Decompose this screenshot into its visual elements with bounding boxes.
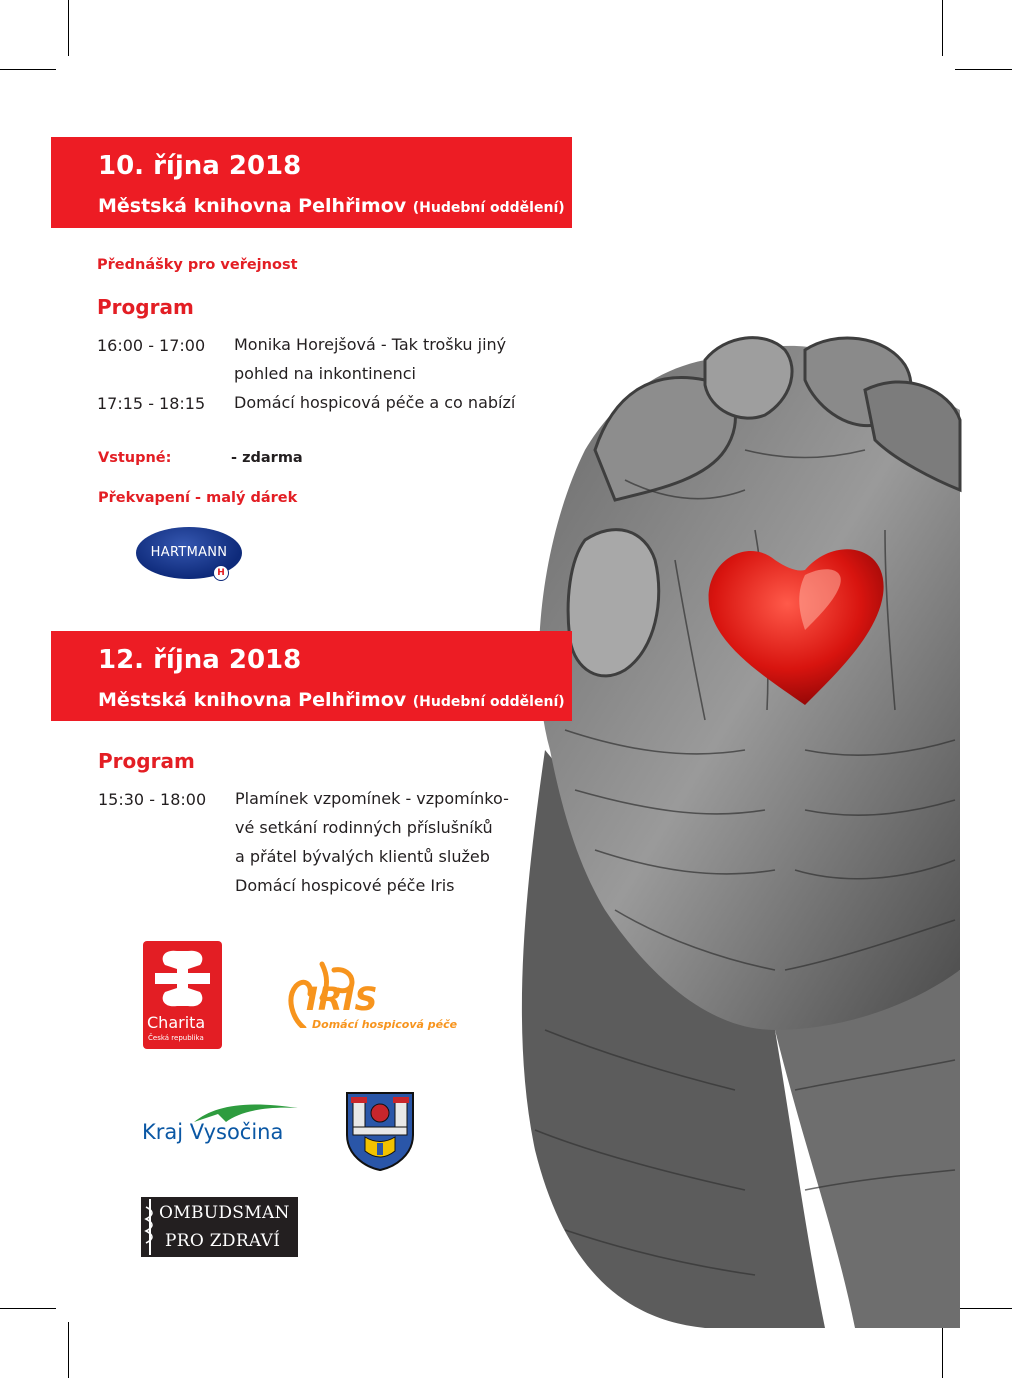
entry-label: Vstupné:	[98, 450, 172, 466]
crop-mark	[942, 1322, 943, 1378]
event1-item1-line: Monika Horejšová - Tak trošku jiný	[234, 335, 507, 354]
rod-of-asclepius-icon	[144, 1199, 156, 1255]
event2-item1-line: a přátel bývalých klientů služeb	[235, 847, 490, 866]
iris-sub: Domácí hospicová péče	[312, 1018, 458, 1031]
event2-program-heading: Program	[98, 749, 195, 773]
event1-place	[98, 195, 565, 217]
event1-place-name: Městská knihovna Pelhřimov	[98, 195, 407, 217]
event1-program-heading: Program	[97, 295, 194, 319]
charita-cross-icon	[151, 947, 214, 1010]
crop-mark	[955, 69, 1012, 70]
event2-item1-line: Domácí hospicové péče Iris	[235, 876, 455, 895]
event1-date: 10. října 2018	[98, 151, 302, 181]
crop-mark	[68, 0, 69, 56]
crop-mark	[942, 0, 943, 56]
ombudsman-line1: OMBUDSMAN	[159, 1203, 290, 1223]
iris-name: IRIS	[306, 980, 378, 1018]
event1-banner	[51, 137, 572, 228]
surprise-text: Překvapení - malý dárek	[98, 490, 298, 506]
event2-item1-line: vé setkání rodinných příslušníků	[235, 818, 493, 837]
event1-subtitle: Přednášky pro veřejnost	[97, 257, 298, 273]
ombudsman-logo	[141, 1197, 298, 1257]
crop-mark	[0, 69, 56, 70]
entry-value: - zdarma	[231, 450, 303, 466]
event1-item2-line: Domácí hospicová péče a co nabízí	[234, 393, 516, 412]
event2-place-name: Městská knihovna Pelhřimov	[98, 689, 407, 711]
event2-place	[98, 689, 565, 711]
event1-item2-desc	[234, 388, 515, 417]
event1-item1-desc	[234, 330, 506, 388]
crop-mark	[0, 1308, 56, 1309]
charita-sub: Česká republika	[148, 1034, 204, 1042]
hartmann-h-icon: H	[213, 565, 229, 581]
hands-with-heart-illustration	[505, 330, 965, 1328]
iris-logo	[282, 958, 458, 1036]
charita-logo	[143, 941, 222, 1049]
event2-banner	[51, 631, 572, 721]
event2-date: 12. října 2018	[98, 645, 302, 675]
event2-item1-time: 15:30 - 18:00	[98, 790, 207, 809]
charita-name: Charita	[147, 1013, 206, 1032]
event2-item1-desc	[235, 784, 509, 900]
event1-place-sub: (Hudební oddělení)	[412, 200, 565, 216]
hartmann-logo: HARTMANN	[136, 527, 242, 579]
kraj-vysocina-logo	[142, 1100, 302, 1155]
ombudsman-line2: PRO ZDRAVÍ	[165, 1231, 281, 1251]
event1-item1-line: pohled na inkontinenci	[234, 364, 416, 383]
event1-item1-time: 16:00 - 17:00	[97, 336, 206, 355]
event1-item2-time: 17:15 - 18:15	[97, 394, 206, 413]
pelhrimov-coat-of-arms-icon	[345, 1091, 415, 1171]
event2-place-sub: (Hudební oddělení)	[412, 694, 565, 710]
kraj-name: Kraj Vysočina	[142, 1120, 284, 1144]
event2-item1-line: Plamínek vzpomínek - vzpomínko-	[235, 789, 509, 808]
crop-mark	[68, 1322, 69, 1378]
